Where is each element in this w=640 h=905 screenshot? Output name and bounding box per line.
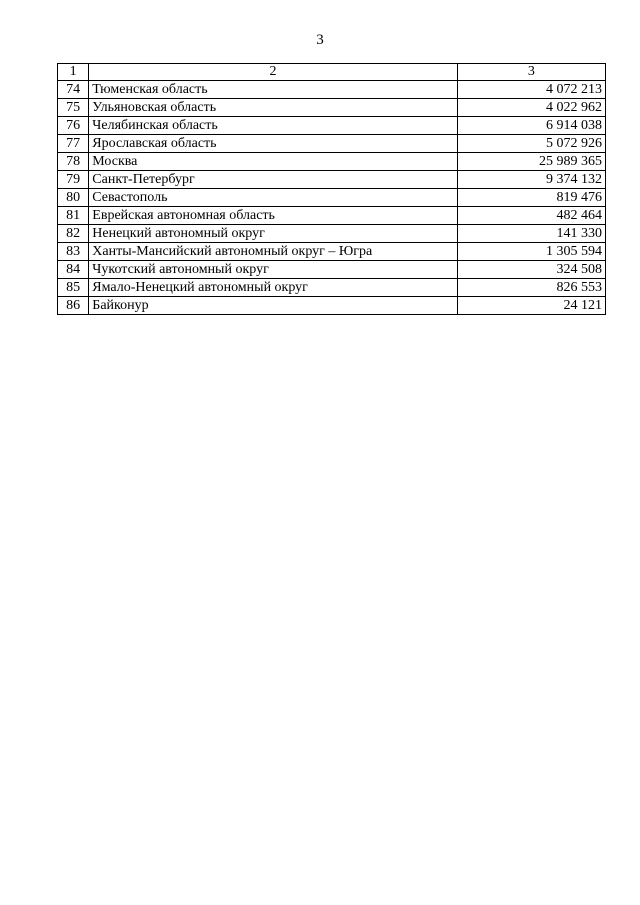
row-region-name: Чукотский автономный округ [89,261,457,279]
page-number: 3 [316,32,324,48]
row-number: 82 [58,225,89,243]
row-number: 80 [58,189,89,207]
row-value: 826 553 [457,279,605,297]
row-value: 324 508 [457,261,605,279]
row-region-name: Байконур [89,297,457,315]
table-row [58,279,606,297]
row-value: 141 330 [457,225,605,243]
row-number: 81 [58,207,89,225]
header-col-2: 2 [89,64,457,81]
row-number: 77 [58,135,89,153]
table-row [58,81,606,99]
row-number: 83 [58,243,89,261]
row-number: 75 [58,99,89,117]
table-row [58,99,606,117]
row-number: 86 [58,297,89,315]
table-row [58,225,606,243]
table-row [58,117,606,135]
table-row [58,153,606,171]
row-region-name: Ульяновская область [89,99,457,117]
row-region-name: Тюменская область [89,81,457,99]
table-row [58,189,606,207]
row-value: 1 305 594 [457,243,605,261]
row-number: 76 [58,117,89,135]
table-row [58,135,606,153]
row-number: 84 [58,261,89,279]
row-region-name: Челябинская область [89,117,457,135]
row-number: 74 [58,81,89,99]
row-number: 78 [58,153,89,171]
row-value: 5 072 926 [457,135,605,153]
table-row [58,171,606,189]
row-value: 4 022 962 [457,99,605,117]
row-value: 482 464 [457,207,605,225]
header-col-1: 1 [58,64,89,81]
table-row [58,243,606,261]
row-number: 79 [58,171,89,189]
header-col-3: 3 [457,64,605,81]
row-value: 6 914 038 [457,117,605,135]
row-region-name: Ярославская область [89,135,457,153]
row-region-name: Севастополь [89,189,457,207]
table-row [58,297,606,315]
data-table [57,63,606,315]
table-header-row [58,64,606,81]
row-region-name: Ненецкий автономный округ [89,225,457,243]
table-row [58,261,606,279]
row-region-name: Ханты-Мансийский автономный округ – Югра [89,243,457,261]
row-value: 9 374 132 [457,171,605,189]
row-region-name: Еврейская автономная область [89,207,457,225]
row-region-name: Москва [89,153,457,171]
row-region-name: Санкт-Петербург [89,171,457,189]
row-value: 819 476 [457,189,605,207]
row-number: 85 [58,279,89,297]
row-value: 24 121 [457,297,605,315]
row-region-name: Ямало-Ненецкий автономный округ [89,279,457,297]
row-value: 4 072 213 [457,81,605,99]
table-row [58,207,606,225]
row-value: 25 989 365 [457,153,605,171]
